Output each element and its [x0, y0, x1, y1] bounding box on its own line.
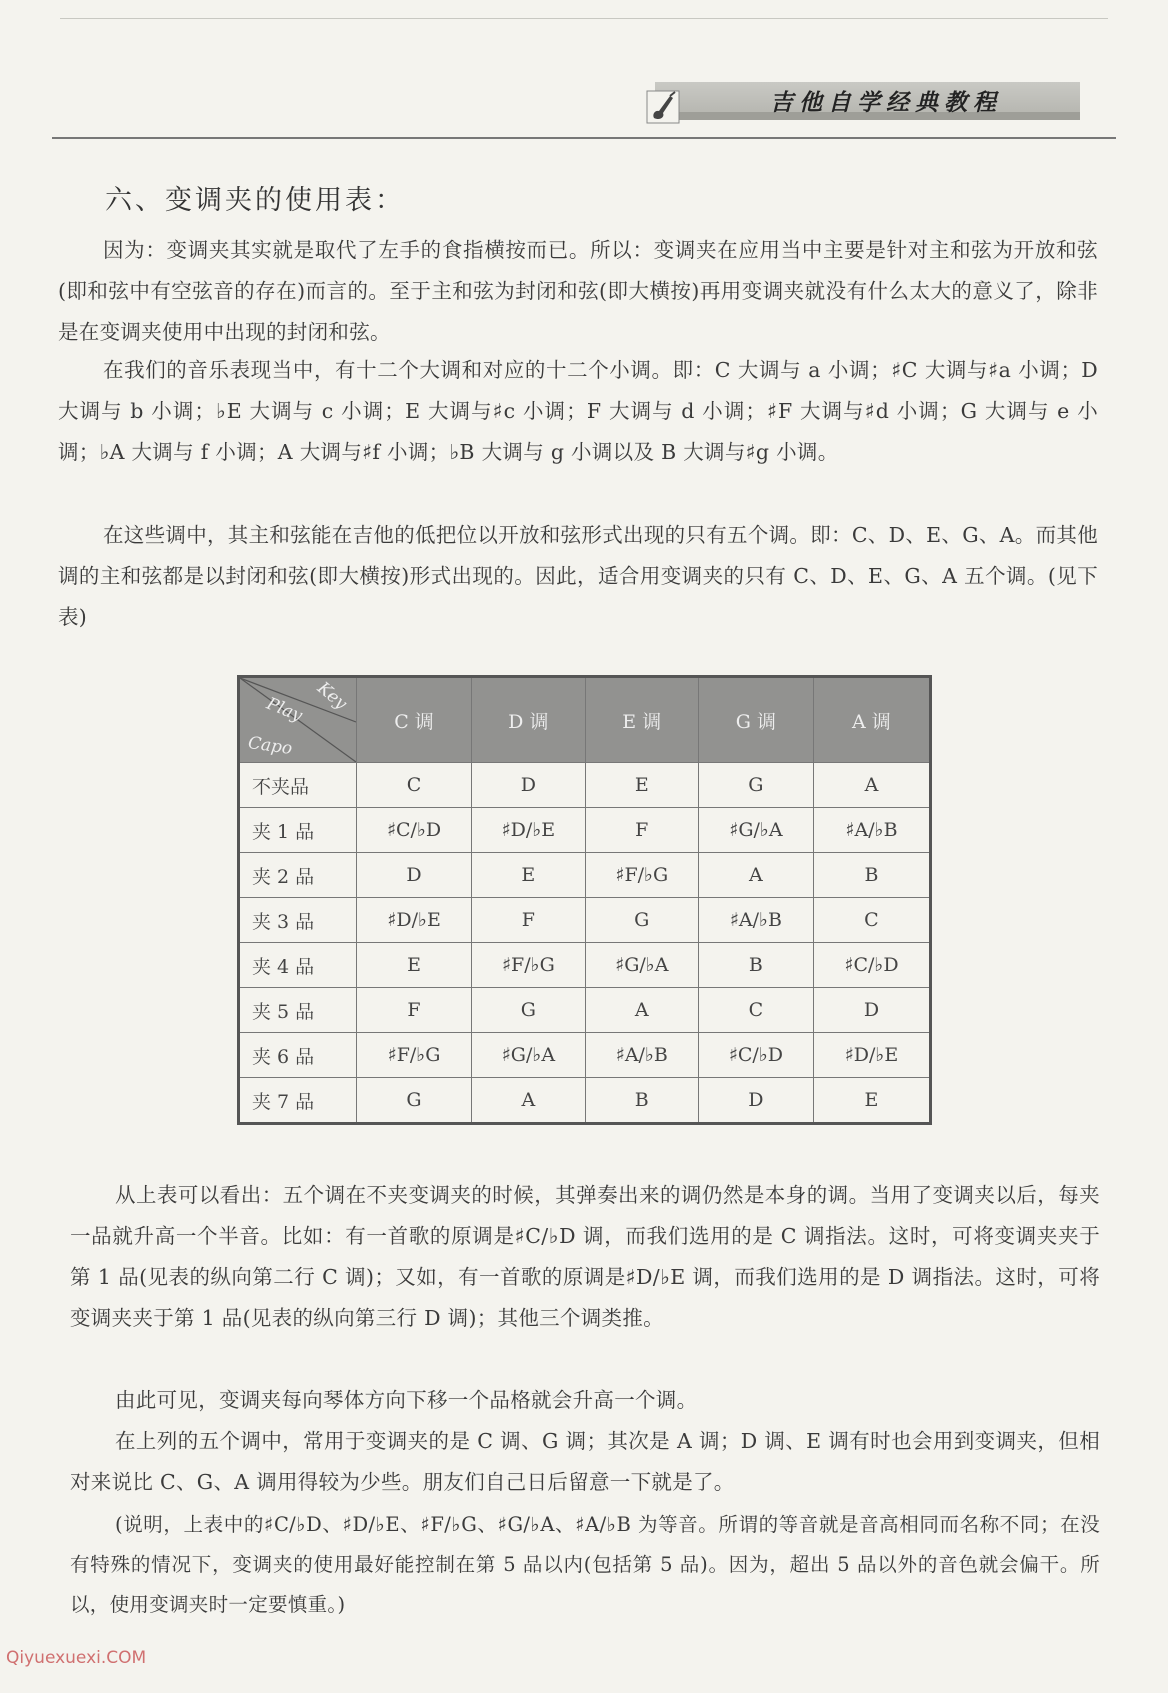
- paragraph-1: 因为：变调夹其实就是取代了左手的食指横按而已。所以：变调夹在应用当中主要是针对主和弦为开放和弦(即和弦中有空弦音的存在)而言的。至于主和弦为封闭和弦(即大横按)再用变调夹就没有什么太大的意义了，除非是在变调夹使用中出现的封闭和弦。: [58, 238, 1098, 344]
- header-title: 吉他自学经典教程: [770, 90, 1002, 116]
- table-cell: ♯C/♭D: [698, 1033, 813, 1078]
- column-header: C 调: [357, 677, 472, 763]
- table-cell: E: [472, 853, 586, 898]
- row-label: 夹 6 品: [239, 1033, 357, 1078]
- paragraph-5: 由此可见，变调夹每向琴体方向下移一个品格就会升高一个调。: [115, 1388, 698, 1412]
- table-cell: ♯C/♭D: [813, 943, 930, 988]
- row-label: 不夹品: [239, 763, 357, 808]
- table-cell: C: [813, 898, 930, 943]
- table-cell: E: [813, 1078, 930, 1124]
- table-cell: ♯A/♭B: [698, 898, 813, 943]
- column-header: E 调: [585, 677, 698, 763]
- table-cell: A: [813, 763, 930, 808]
- table-cell: D: [813, 988, 930, 1033]
- paragraph-4: 从上表可以看出：五个调在不夹变调夹的时候，其弹奏出来的调仍然是本身的调。当用了变调夹以后，每夹一品就升高一个半音。比如：有一首歌的原调是♯C/♭D 调，而我们选用的是 C 调指法。这时，可将变调夹夹于第 1 品(见表的纵向第二行 C 调)；又如，有一首歌的原调是♯D/♭E 调，而我们选用的是 D 调指法。这时，可将变调夹夹于第 1 品(见表的纵向第三行 D 调)；其他三个调类推。: [70, 1183, 1100, 1330]
- table-cell: F: [585, 808, 698, 853]
- table-cell: ♯D/♭E: [472, 808, 586, 853]
- table-cell: ♯C/♭D: [357, 808, 472, 853]
- table-cell: D: [472, 763, 586, 808]
- table-cell: G: [472, 988, 586, 1033]
- table-cell: E: [585, 763, 698, 808]
- table-cell: B: [813, 853, 930, 898]
- table-cell: ♯F/♭G: [585, 853, 698, 898]
- row-label: 夹 2 品: [239, 853, 357, 898]
- column-header: G 调: [698, 677, 813, 763]
- paragraph-6: 在上列的五个调中，常用于变调夹的是 C 调、G 调；其次是 A 调；D 调、E 调有时也会用到变调夹，但相对来说比 C、G、A 调用得较为少些。朋友们自己日后留意一下就是了。: [70, 1429, 1100, 1494]
- capo-table: [237, 675, 932, 1125]
- corner-capo-label: Capo: [246, 733, 294, 759]
- table-cell: ♯D/♭E: [357, 898, 472, 943]
- table-cell: F: [472, 898, 586, 943]
- paragraph-2: 在我们的音乐表现当中，有十二个大调和对应的十二个小调。即：C 大调与 a 小调；♯C 大调与♯a 小调；D 大调与 b 小调；♭E 大调与 c 小调；E 大调与♯c 小调；F 大调与 d 小调；♯F 大调与♯d 小调；G 大调与 e 小调；♭A 大调与 f 小调；A 大调与♯f 小调；♭B 大调与 g 小调以及 B 大调与♯g 小调。: [58, 358, 1098, 464]
- table-row: [239, 988, 931, 1033]
- table-cell: G: [698, 763, 813, 808]
- table-row: [239, 1033, 931, 1078]
- corner-play-label: Play: [263, 693, 306, 727]
- table-cell: E: [357, 943, 472, 988]
- table-cell: ♯G/♭A: [472, 1033, 586, 1078]
- table-header-row: [239, 677, 931, 763]
- section-title: 六、变调夹的使用表：: [105, 185, 405, 216]
- table-cell: G: [357, 1078, 472, 1124]
- table-corner-cell: [239, 677, 357, 763]
- table-cell: C: [357, 763, 472, 808]
- column-header: A 调: [813, 677, 930, 763]
- row-label: 夹 1 品: [239, 808, 357, 853]
- paragraph-3: 在这些调中，其主和弦能在吉他的低把位以开放和弦形式出现的只有五个调。即：C、D、E、G、A。而其他调的主和弦都是以封闭和弦(即大横按)形式出现的。因此，适合用变调夹的只有 C、D、E、G、A 五个调。(见下表): [58, 523, 1098, 629]
- table-row: [239, 1078, 931, 1124]
- table-cell: ♯A/♭B: [813, 808, 930, 853]
- table-cell: ♯F/♭G: [472, 943, 586, 988]
- table-cell: ♯D/♭E: [813, 1033, 930, 1078]
- table-cell: G: [585, 898, 698, 943]
- table-cell: ♯F/♭G: [357, 1033, 472, 1078]
- row-label: 夹 7 品: [239, 1078, 357, 1124]
- table-cell: A: [698, 853, 813, 898]
- table-cell: F: [357, 988, 472, 1033]
- table-cell: ♯A/♭B: [585, 1033, 698, 1078]
- table-cell: D: [698, 1078, 813, 1124]
- table-cell: B: [585, 1078, 698, 1124]
- row-label: 夹 4 品: [239, 943, 357, 988]
- column-header: D 调: [472, 677, 586, 763]
- table-row: [239, 943, 931, 988]
- table-cell: ♯G/♭A: [698, 808, 813, 853]
- row-label: 夹 3 品: [239, 898, 357, 943]
- table-cell: ♯G/♭A: [585, 943, 698, 988]
- guitar-icon: [646, 90, 680, 124]
- paragraph-7-note: (说明，上表中的♯C/♭D、♯D/♭E、♯F/♭G、♯G/♭A、♯A/♭B 为等音。所谓的等音就是音高相同而名称不同；在没有特殊的情况下，变调夹的使用最好能控制在第 5 品以内(包括第 5 品)。因为，超出 5 品以外的音色就会偏干。所以，使用变调夹时一定要慎重。): [70, 1513, 1100, 1616]
- table-cell: A: [472, 1078, 586, 1124]
- table-row: [239, 808, 931, 853]
- table-row: [239, 763, 931, 808]
- row-label: 夹 5 品: [239, 988, 357, 1033]
- top-rule: [60, 18, 1108, 19]
- table-cell: C: [698, 988, 813, 1033]
- table-cell: D: [357, 853, 472, 898]
- table-cell: A: [585, 988, 698, 1033]
- table-row: [239, 898, 931, 943]
- header-rule: [52, 137, 1116, 139]
- table-cell: B: [698, 943, 813, 988]
- table-row: [239, 853, 931, 898]
- corner-key-label: Key: [313, 678, 351, 714]
- watermark: Qiyuexuexi.COM: [6, 1648, 147, 1668]
